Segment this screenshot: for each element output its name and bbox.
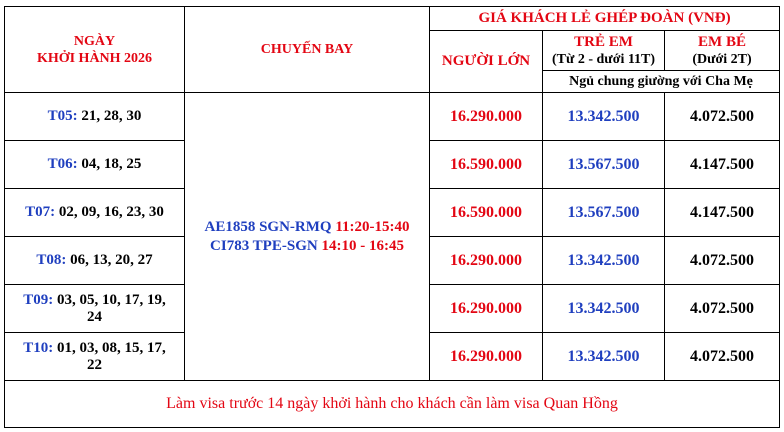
return-flight-time: 14:10 - 16:45 bbox=[321, 237, 404, 254]
departure-date-header-line2: KHỞI HÀNH 2026 bbox=[36, 50, 153, 66]
infant-price: 4.072.500 bbox=[665, 285, 780, 333]
day-list: 01, 03, 08, 15, 17, bbox=[57, 339, 166, 356]
departure-dates bbox=[5, 333, 185, 381]
month-label: T10: bbox=[23, 339, 54, 356]
departure-date-header bbox=[5, 7, 185, 93]
outbound-flight-time: 11:20-15:40 bbox=[335, 218, 410, 235]
child-price: 13.342.500 bbox=[543, 333, 665, 381]
child-price: 13.567.500 bbox=[543, 141, 665, 189]
price-group-header: GIÁ KHÁCH LẺ GHÉP ĐOÀN (VNĐ) bbox=[430, 7, 780, 31]
adult-price: 16.590.000 bbox=[430, 141, 543, 189]
child-header bbox=[543, 31, 665, 71]
infant-price: 4.072.500 bbox=[665, 237, 780, 285]
month-label: T06: bbox=[47, 156, 78, 172]
adult-price: 16.290.000 bbox=[430, 93, 543, 141]
day-list: 03, 05, 10, 17, 19, bbox=[57, 291, 166, 308]
departure-dates bbox=[5, 93, 185, 141]
departure-date-header-line1: NGÀY bbox=[73, 33, 116, 49]
day-list-continued: 24 bbox=[87, 308, 102, 325]
month-label: T09: bbox=[23, 291, 54, 308]
month-label: T07: bbox=[25, 204, 56, 220]
day-list: 02, 09, 16, 23, 30 bbox=[58, 204, 164, 220]
infant-header-age: (Dưới 2T) bbox=[692, 51, 752, 67]
month-label: T05: bbox=[47, 108, 78, 124]
child-header-title: TRẺ EM bbox=[574, 33, 633, 50]
flight-header: CHUYẾN BAY bbox=[185, 7, 430, 93]
infant-price: 4.072.500 bbox=[665, 93, 780, 141]
departure-dates bbox=[5, 285, 185, 333]
day-list: 21, 28, 30 bbox=[81, 108, 142, 124]
departure-dates bbox=[5, 237, 185, 285]
visa-note: Làm visa trước 14 ngày khởi hành cho khách cần làm visa Quan Hồng bbox=[5, 381, 780, 428]
adult-price: 16.290.000 bbox=[430, 237, 543, 285]
return-flight-code: CI783 TPE-SGN bbox=[210, 237, 318, 254]
adult-header: NGƯỜI LỚN bbox=[430, 31, 543, 93]
shared-bed-note: Ngủ chung giường với Cha Mẹ bbox=[543, 71, 780, 93]
infant-price: 4.147.500 bbox=[665, 141, 780, 189]
day-list: 06, 13, 20, 27 bbox=[70, 252, 153, 268]
departure-dates bbox=[5, 189, 185, 237]
tour-price-table bbox=[4, 6, 780, 428]
flight-info bbox=[185, 93, 430, 381]
adult-price: 16.290.000 bbox=[430, 285, 543, 333]
infant-price: 4.147.500 bbox=[665, 189, 780, 237]
infant-header-title: EM BÉ bbox=[698, 33, 746, 50]
child-price: 13.342.500 bbox=[543, 285, 665, 333]
table-row bbox=[5, 93, 780, 141]
outbound-flight-code: AE1858 SGN-RMQ bbox=[204, 218, 332, 235]
infant-price: 4.072.500 bbox=[665, 333, 780, 381]
departure-dates bbox=[5, 141, 185, 189]
child-price: 13.567.500 bbox=[543, 189, 665, 237]
child-price: 13.342.500 bbox=[543, 237, 665, 285]
child-price: 13.342.500 bbox=[543, 93, 665, 141]
adult-price: 16.590.000 bbox=[430, 189, 543, 237]
infant-header bbox=[665, 31, 780, 71]
adult-price: 16.290.000 bbox=[430, 333, 543, 381]
child-header-age: (Từ 2 - dưới 11T) bbox=[551, 51, 656, 67]
day-list: 04, 18, 25 bbox=[81, 156, 142, 172]
month-label: T08: bbox=[36, 252, 67, 268]
day-list-continued: 22 bbox=[87, 356, 102, 373]
